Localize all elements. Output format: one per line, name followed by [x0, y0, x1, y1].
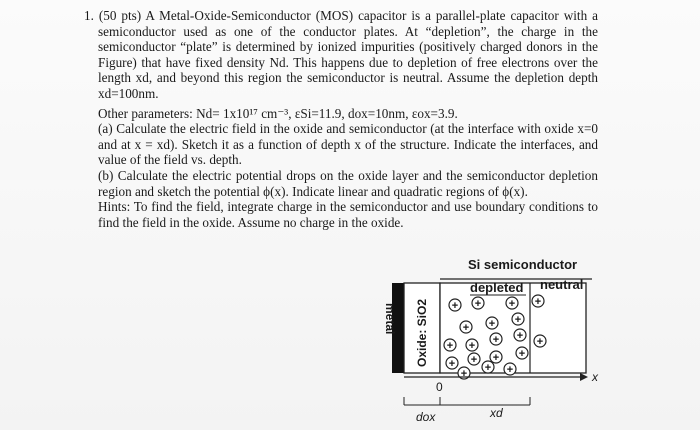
problem-part-b: (b) Calculate the electric potential drops on the oxide layer and the semiconductor depletion region and sketch the potential ϕ(x). Indicate linear and quadratic regions of ϕ(x). — [98, 167, 598, 199]
donor-ion-sign: + — [516, 330, 524, 342]
problem-intro: 1. (50 pts) A Metal-Oxide-Semiconductor (MOS) capacitor is a parallel-plate capacitor with a semiconductor used as one of the conductor plates. At “depletion”, the charge in the semiconductor “plate” is determined by ionized impurities (positively charged donors in the Figure) that have fixed density Nd. This happens due to depletion of free electrons over the length xd, and beyond this region the semiconductor is neutral. Assume the depletion depth xd=100nm. — [84, 8, 598, 101]
donor-ion-sign: + — [492, 334, 500, 346]
zero-label: 0 — [436, 380, 443, 394]
donor-ion-sign: + — [506, 364, 514, 376]
problem-hints: Hints: To find the field, integrate charge in the semiconductor and use boundary conditions to find the field in the oxide. Assume no charge in the oxide. — [98, 199, 598, 230]
diagram-title: Si semiconductor — [468, 257, 578, 272]
metal-label: metal — [383, 303, 397, 335]
donor-ion-sign: + — [492, 352, 500, 364]
neutral-label: neutral — [540, 277, 584, 292]
mos-diagram — [300, 255, 600, 430]
donor-ion-sign: + — [451, 300, 459, 312]
donor-ion-sign: + — [462, 322, 470, 334]
problem-part-a: (a) Calculate the electric field in the oxide and semiconductor (at the interface with oxide x=0 and at x = xd). Sketch it as a function of depth x of the structure. Indicate the interfaces, and value of the field vs. depth. — [98, 121, 598, 168]
donor-ion-sign: + — [446, 340, 454, 352]
donor-ion-sign: + — [484, 362, 492, 374]
donor-ion-sign: + — [448, 358, 456, 370]
donor-ion-sign: + — [518, 348, 526, 360]
oxide-label: Oxide: SiO2 — [415, 298, 429, 367]
donor-ion-sign: + — [514, 314, 522, 326]
problem-parameters: Other parameters: Nd= 1x10¹⁷ cm⁻³, εSi=11.9, dox=10nm, εox=3.9. — [98, 105, 458, 121]
donor-ion-sign: + — [536, 336, 544, 348]
depleted-label: depleted — [470, 280, 524, 295]
donor-ion-sign: + — [470, 354, 478, 366]
donor-ion-sign: + — [488, 318, 496, 330]
donor-ion-sign: + — [468, 340, 476, 352]
donor-ion-sign: + — [534, 296, 542, 308]
donor-ion-sign: + — [474, 298, 482, 310]
x-axis-arrow — [580, 373, 588, 381]
dox-label: dox — [416, 410, 436, 424]
donor-ion-sign: + — [460, 368, 468, 380]
xd-label: xd — [490, 406, 503, 420]
mos-diagram-svg — [300, 255, 600, 430]
x-axis-label: x — [592, 370, 598, 384]
problem-text — [84, 8, 598, 230]
donor-ion-sign: + — [508, 298, 516, 310]
